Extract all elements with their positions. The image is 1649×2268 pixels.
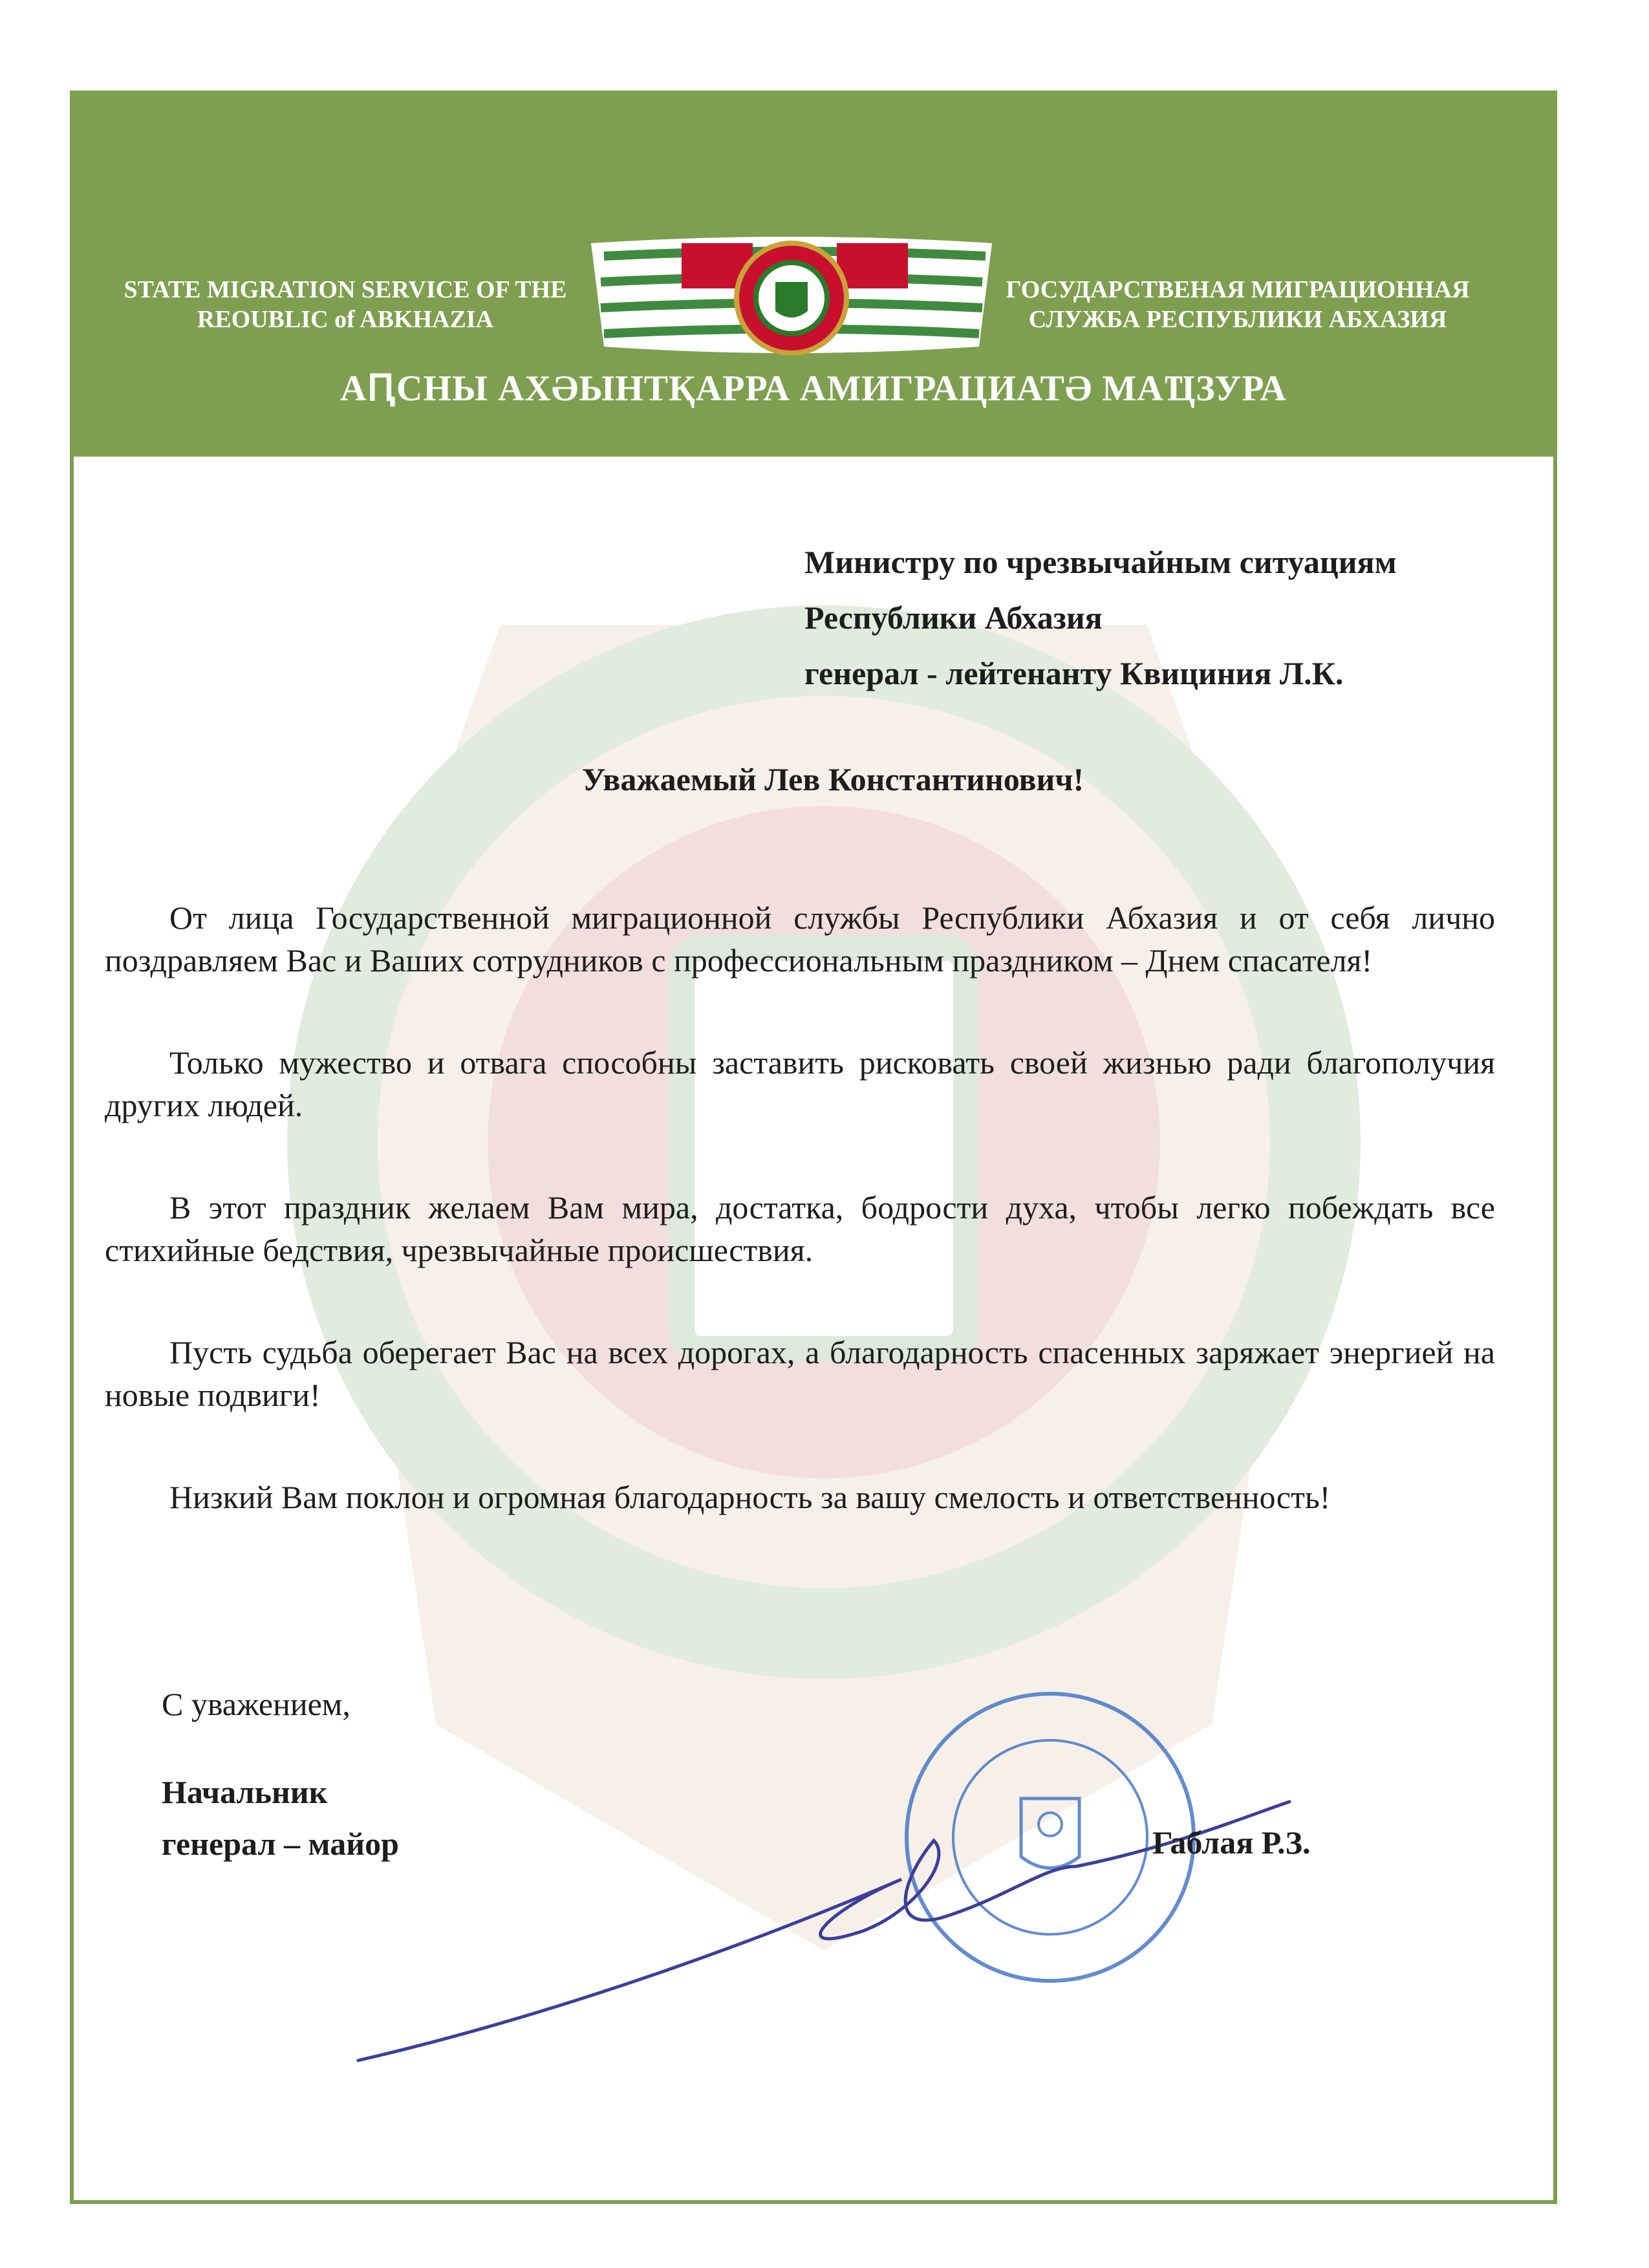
signatory-title: Начальник xyxy=(162,1774,328,1810)
letterhead-frame xyxy=(70,91,1557,2204)
signatory-rank: генерал – майор xyxy=(162,1826,399,1862)
recipient-line: Министру по чрезвычайным ситуациям xyxy=(804,544,1397,580)
body-paragraph: Низкий Вам поклон и огромная благодарность за вашу смелость и ответственность! xyxy=(169,1479,1331,1515)
letterhead-header xyxy=(74,94,1553,457)
abkhazia-flag-emblem xyxy=(565,230,1018,360)
body-paragraph: Пусть судьба оберегает Вас на всех дорогах, а благодарность спасенных заряжает энергией на новые подвиги! xyxy=(105,1334,1495,1413)
handwritten-signature xyxy=(332,1763,1302,2099)
body-paragraph: От лица Государственной миграционной службы Республики Абхазия и от себя лично поздравляем Вас и Ваших сотрудников с профессиональным праздником – Днем спасателя! xyxy=(105,900,1495,978)
closing-phrase: С уважением, xyxy=(162,1686,350,1722)
recipient-block xyxy=(804,534,1397,701)
header-russian-name: ГОСУДАРСТВЕНАЯ МИГРАЦИОННАЯ СЛУЖБА РЕСПУБЛИКИ АБХАЗИЯ xyxy=(1006,276,1470,333)
body-paragraph: Только мужество и отвага способны заставить рисковать своей жизнью ради благополучия других людей. xyxy=(105,1044,1495,1123)
recipient-line: генерал - лейтенанту Квициния Л.К. xyxy=(804,655,1344,691)
letter-body xyxy=(105,896,1495,1578)
header-abkhaz-name: АԤСНЫ АХӘЫНТҚАРРА АМИГРАЦИАТӘ МАҴЗУРА xyxy=(340,369,1287,409)
recipient-line: Республики Абхазия xyxy=(804,599,1103,636)
header-english-name: STATE MIGRATION SERVICE OF THE REOUBLIC of ABKHAZIA xyxy=(124,276,567,333)
salutation: Уважаемый Лев Константинович! xyxy=(581,761,1084,797)
body-paragraph: В этот праздник желаем Вам мира, достатка, бодрости духа, чтобы легко побеждать все стихийные бедствия, чрезвычайные происшествия. xyxy=(105,1189,1495,1268)
signatory-name: Габлая Р.З. xyxy=(1152,1824,1311,1861)
